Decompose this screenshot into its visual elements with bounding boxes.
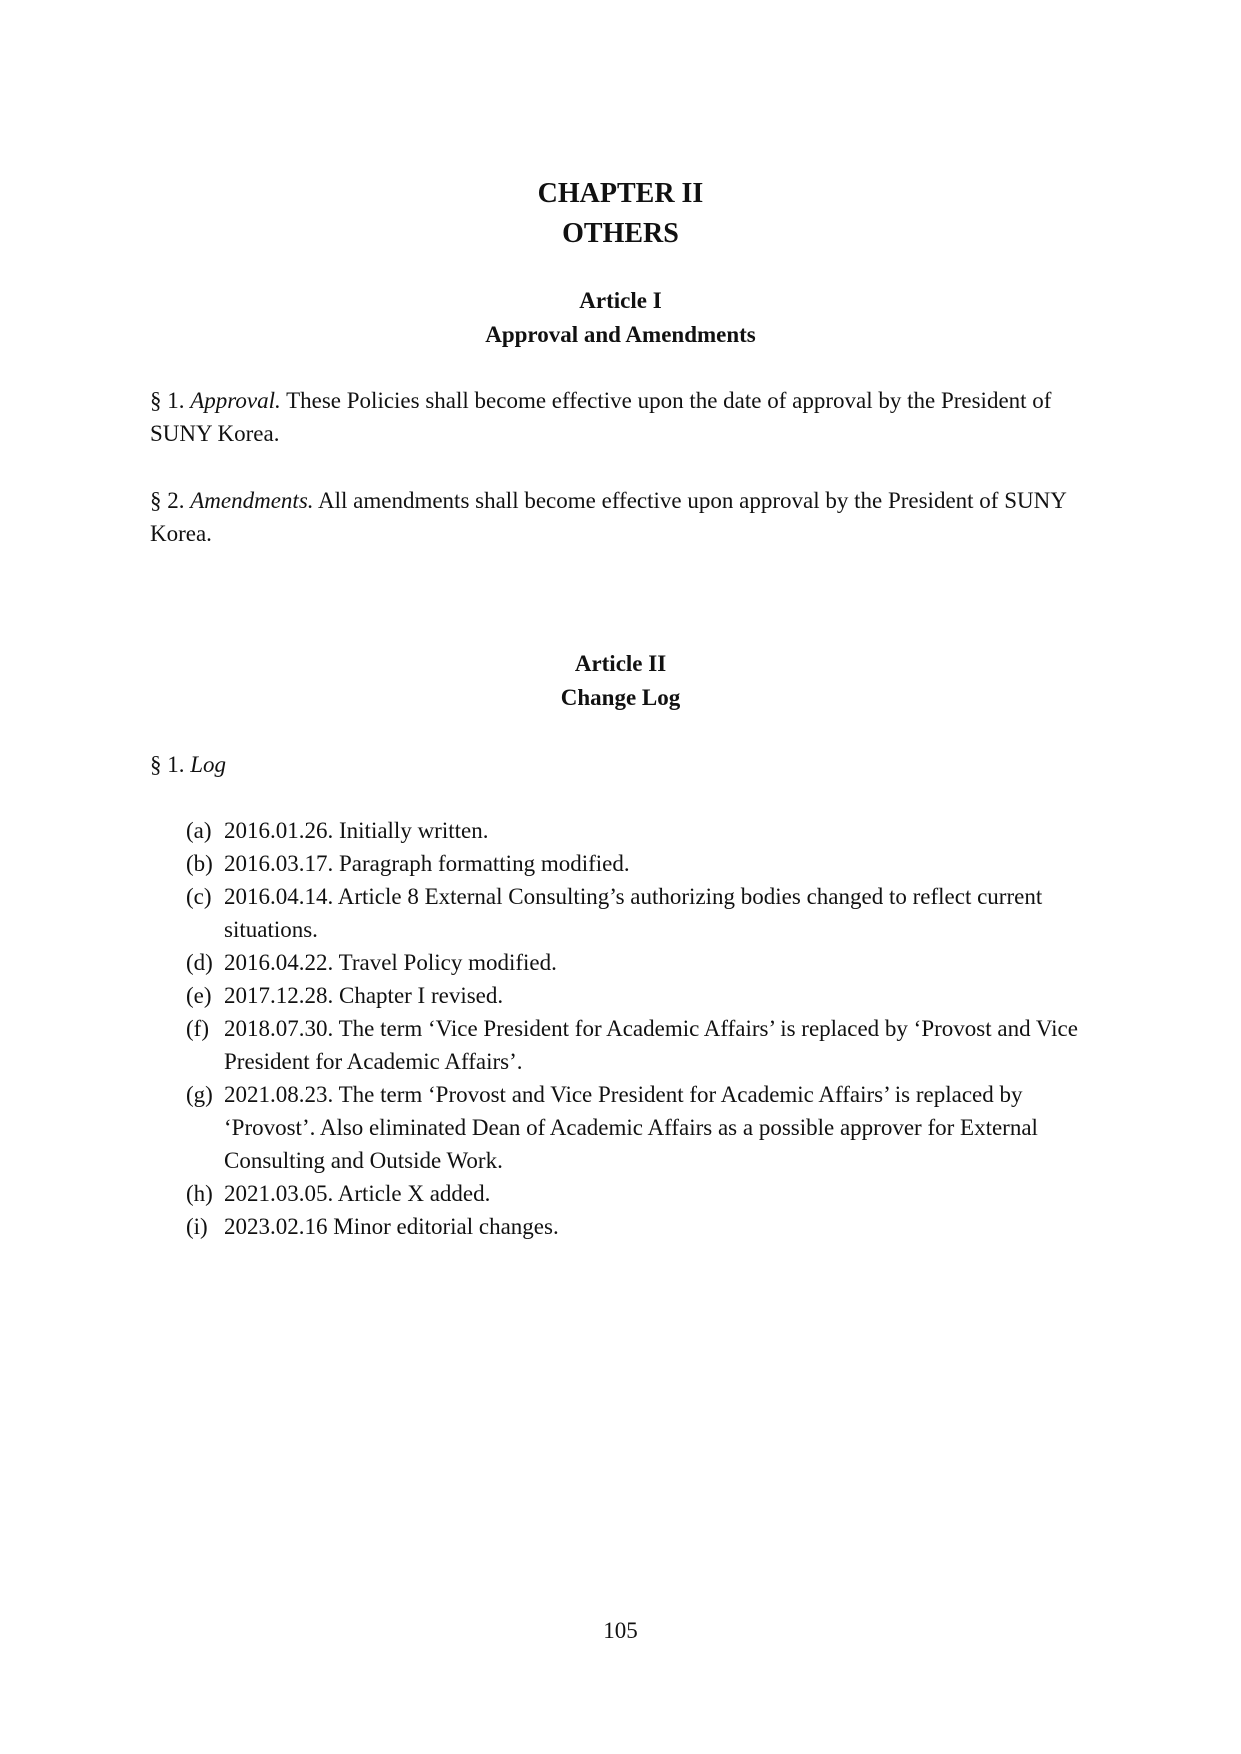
article-1-heading: Article I <box>579 288 662 313</box>
article-2-section-1 <box>150 748 1090 781</box>
section-term: Approval. <box>190 388 281 413</box>
log-text: 2021.03.05. Article X added. <box>224 1181 491 1206</box>
log-marker: (b) <box>186 851 213 876</box>
log-marker: (i) <box>186 1214 208 1239</box>
log-item-b <box>186 847 1086 880</box>
log-text: 2016.03.17. Paragraph formatting modified. <box>224 851 630 876</box>
log-text: 2023.02.16 Minor editorial changes. <box>224 1214 559 1239</box>
log-item-c <box>186 880 1086 946</box>
article-2-heading: Article II <box>574 651 667 676</box>
section-number: § 2. <box>150 488 185 513</box>
log-item-i <box>186 1210 1086 1243</box>
article-1-section-2 <box>150 484 1090 550</box>
log-text: 2016.04.22. Travel Policy modified. <box>224 950 557 975</box>
section-number: § 1. <box>150 752 185 777</box>
section-text: These Policies shall become effective upon the date of approval by the President of SUNY Korea. <box>150 388 1052 446</box>
log-text: 2018.07.30. The term ‘Vice President for Academic Affairs’ is replaced by ‘Provost and Vice President for Academic Affairs’. <box>224 1016 1078 1074</box>
log-marker: (e) <box>186 983 212 1008</box>
page-number: 105 <box>603 1618 638 1643</box>
log-text: 2016.01.26. Initially written. <box>224 818 489 843</box>
change-log-list <box>186 814 1086 1243</box>
section-term: Amendments. <box>190 488 314 513</box>
log-marker: (d) <box>186 950 213 975</box>
log-marker: (g) <box>186 1082 213 1107</box>
log-item-f <box>186 1012 1086 1078</box>
chapter-number: CHAPTER II <box>537 178 704 209</box>
log-item-a <box>186 814 1086 847</box>
log-marker: (h) <box>186 1181 213 1206</box>
log-marker: (a) <box>186 818 212 843</box>
section-term: Log <box>190 752 227 777</box>
log-item-d <box>186 946 1086 979</box>
section-number: § 1. <box>150 388 185 413</box>
article-1-section-1 <box>150 384 1090 450</box>
log-text: 2021.08.23. The term ‘Provost and Vice President for Academic Affairs’ is replaced by ‘Provost’. Also eliminated Dean of Academic Affairs as a possible approver for External Consulting and Outside Work. <box>224 1082 1038 1173</box>
log-item-h <box>186 1177 1086 1210</box>
log-marker: (f) <box>186 1016 209 1041</box>
log-item-g <box>186 1078 1086 1177</box>
article-2-subheading: Change Log <box>560 685 681 710</box>
chapter-title: OTHERS <box>562 218 679 249</box>
section-text: All amendments shall become effective upon approval by the President of SUNY Korea. <box>150 488 1066 546</box>
article-1-subheading: Approval and Amendments <box>485 322 756 347</box>
log-item-e <box>186 979 1086 1012</box>
log-text: 2017.12.28. Chapter I revised. <box>224 983 504 1008</box>
log-marker: (c) <box>186 884 212 909</box>
log-text: 2016.04.14. Article 8 External Consulting’s authorizing bodies changed to reflect current situations. <box>224 884 1043 942</box>
